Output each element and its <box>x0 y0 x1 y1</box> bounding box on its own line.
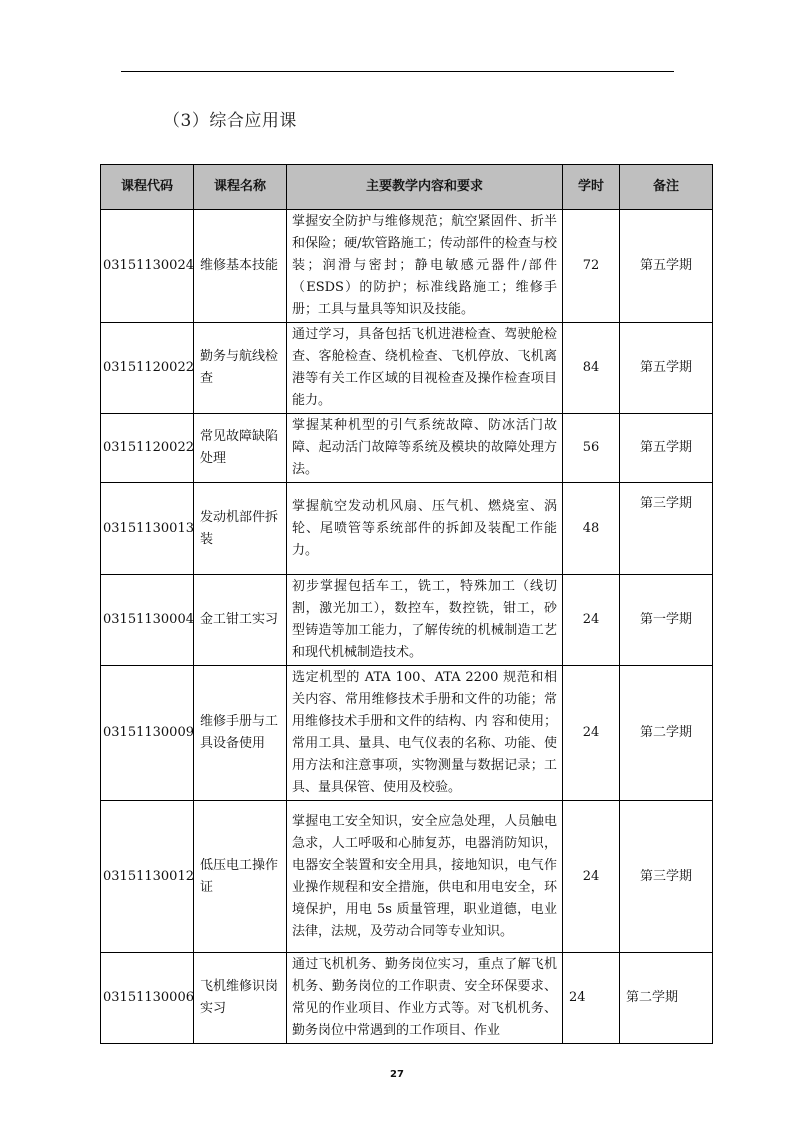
header-course-name: 课程名称 <box>194 165 287 210</box>
course-note: 第二学期 <box>620 666 713 801</box>
course-content: 初步掌握包括车工，铣工，特殊加工（线切割，激光加工），数控车，数控铣，钳工，砂型铸造等加工能力，了解传统的机械制造工艺和现代机械制造技术。 <box>287 575 563 666</box>
header-note: 备注 <box>620 165 713 210</box>
course-content: 掌握某种机型的引气系统故障、防冰活门故障、起动活门故障等系统及模块的故障处理方法。 <box>287 414 563 483</box>
course-code: 03151120022 <box>101 323 194 414</box>
course-note: 第三学期 <box>620 483 713 575</box>
course-content: 掌握电工安全知识，安全应急处理，人员触电急求，人工呼吸和心肺复苏，电器消防知识，电器安全装置和安全用具，接地知识，电气作业操作规程和安全措施，供电和用电安全，环境保护，用电 5s 质量管理，职业道德，电业法律，法规，及劳动合同等专业知识。 <box>287 801 563 953</box>
course-hours: 48 <box>563 483 620 575</box>
table-row <box>101 210 713 323</box>
course-note: 第五学期 <box>620 414 713 483</box>
course-note: 第五学期 <box>620 323 713 414</box>
course-name: 发动机部件拆装 <box>194 483 287 575</box>
course-hours: 72 <box>563 210 620 323</box>
course-code: 03151130013 <box>101 483 194 575</box>
course-code: 03151130004 <box>101 575 194 666</box>
course-code: 03151120022 <box>101 414 194 483</box>
course-hours: 24 <box>563 953 620 1044</box>
table-row <box>101 801 713 953</box>
course-name: 勤务与航线检查 <box>194 323 287 414</box>
course-name: 金工钳工实习 <box>194 575 287 666</box>
course-note: 第二学期 <box>620 953 713 1044</box>
course-code: 03151130006 <box>101 953 194 1044</box>
course-name: 维修基本技能 <box>194 210 287 323</box>
table-row <box>101 483 713 575</box>
table-header-row <box>101 165 713 210</box>
course-content: 选定机型的 ATA 100、ATA 2200 规范和相关内容、常用维修技术手册和文件的功能；常用维修技术手册和文件的结构、内 容和使用；常用工具、量具、电气仪表的名称、功能、使用方法和注意事项，实物测量与数据记录；工具、量具保管、使用及校验。 <box>287 666 563 801</box>
course-code: 03151130024 <box>101 210 194 323</box>
course-hours: 24 <box>563 666 620 801</box>
table-row <box>101 953 713 1044</box>
course-content: 掌握安全防护与维修规范；航空紧固件、折半和保险；硬/软管路施工；传动部件的检查与校装；润滑与密封；静电敏感元器件/部件（ESDS）的防护；标准线路施工；维修手册；工具与量具等知识及技能。 <box>287 210 563 323</box>
course-content: 掌握航空发动机风扇、压气机、燃烧室、涡轮、尾喷管等系统部件的拆卸及装配工作能力。 <box>287 483 563 575</box>
course-note: 第一学期 <box>620 575 713 666</box>
course-name: 低压电工操作证 <box>194 801 287 953</box>
table-row <box>101 666 713 801</box>
course-name: 飞机维修识岗实习 <box>194 953 287 1044</box>
course-hours: 56 <box>563 414 620 483</box>
course-content: 通过学习，具备包括飞机进港检查、驾驶舱检查、客舱检查、绕机检查、飞机停放、飞机离港等有关工作区域的目视检查及操作检查项目能力。 <box>287 323 563 414</box>
section-title: （3）综合应用课 <box>163 111 297 131</box>
table-row <box>101 575 713 666</box>
course-code: 03151130009 <box>101 666 194 801</box>
course-table <box>100 164 713 1044</box>
course-note: 第三学期 <box>620 801 713 953</box>
header-course-code: 课程代码 <box>101 165 194 210</box>
table-row <box>101 414 713 483</box>
course-hours: 24 <box>563 575 620 666</box>
course-note: 第五学期 <box>620 210 713 323</box>
header-rule <box>121 71 674 72</box>
course-hours: 24 <box>563 801 620 953</box>
table-row <box>101 323 713 414</box>
course-name: 常见故障缺陷处理 <box>194 414 287 483</box>
header-hours: 学时 <box>563 165 620 210</box>
course-content: 通过飞机机务、勤务岗位实习，重点了解飞机机务、勤务岗位的工作职责、安全环保要求、常见的作业项目、作业方式等。对飞机机务、勤务岗位中常遇到的工作项目、作业 <box>287 953 563 1044</box>
course-code: 03151130012 <box>101 801 194 953</box>
course-hours: 84 <box>563 323 620 414</box>
header-content: 主要教学内容和要求 <box>287 165 563 210</box>
page-number: 27 <box>390 1069 404 1080</box>
course-name: 维修手册与工具设备使用 <box>194 666 287 801</box>
